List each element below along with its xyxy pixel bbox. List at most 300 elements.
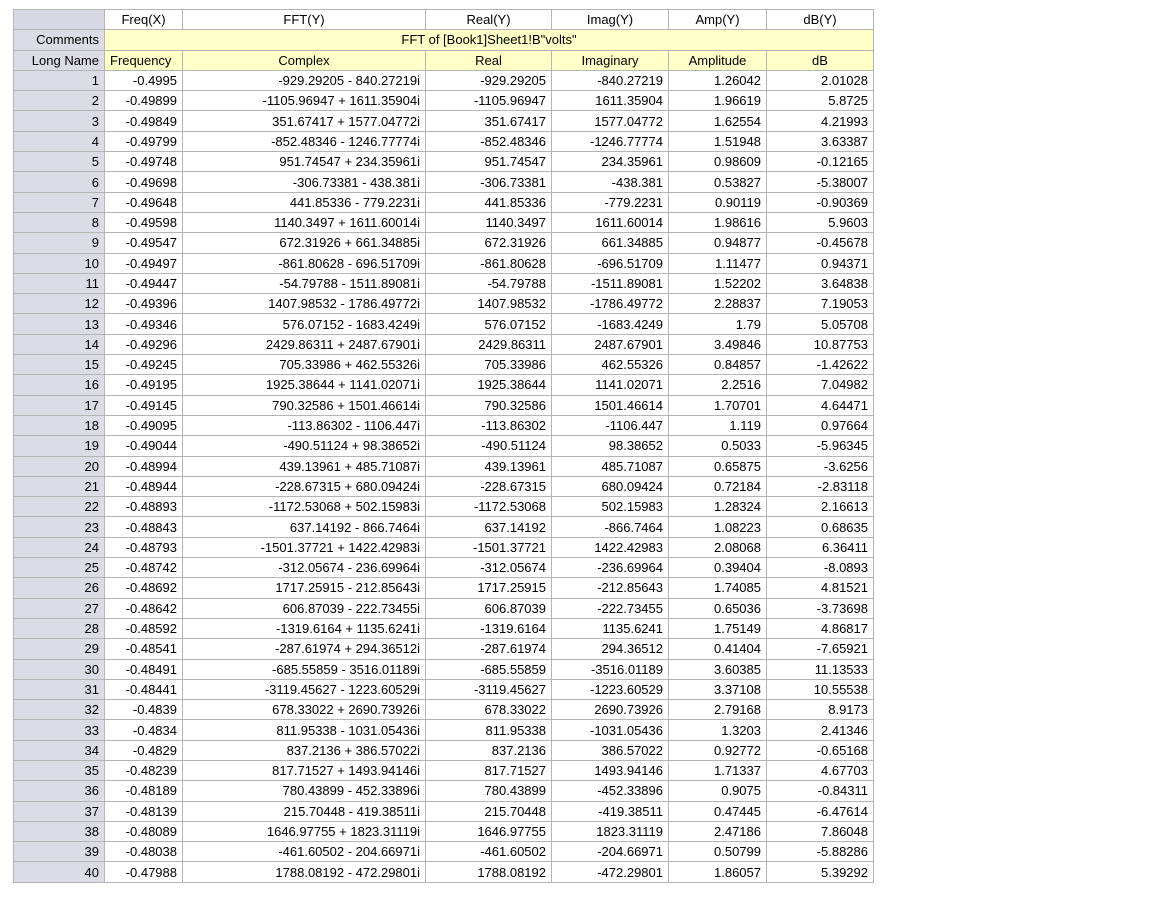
row-number[interactable]: 33 — [14, 720, 105, 740]
fft-cell[interactable]: 1407.98532 - 1786.49772i — [183, 294, 426, 314]
long-name-row-label[interactable]: Long Name — [14, 50, 105, 70]
row-number[interactable]: 37 — [14, 801, 105, 821]
amp-cell[interactable]: 3.60385 — [669, 659, 767, 679]
column-header-imag[interactable]: Imag(Y) — [552, 10, 669, 30]
row-number[interactable]: 38 — [14, 821, 105, 841]
long-name-cell-real[interactable]: Real — [426, 50, 552, 70]
row-number[interactable]: 14 — [14, 334, 105, 354]
fft-cell[interactable]: -1501.37721 + 1422.42983i — [183, 537, 426, 557]
fft-cell[interactable]: -54.79788 - 1511.89081i — [183, 273, 426, 293]
imag-cell[interactable]: 661.34885 — [552, 233, 669, 253]
amp-cell[interactable]: 0.92772 — [669, 740, 767, 760]
db-cell[interactable]: -2.83118 — [767, 476, 874, 496]
imag-cell[interactable]: -1246.77774 — [552, 131, 669, 151]
row-number[interactable]: 4 — [14, 131, 105, 151]
freq-cell[interactable]: -0.48793 — [105, 537, 183, 557]
row-number[interactable]: 31 — [14, 679, 105, 699]
fft-cell[interactable]: 637.14192 - 866.7464i — [183, 517, 426, 537]
row-number[interactable]: 30 — [14, 659, 105, 679]
real-cell[interactable]: 441.85336 — [426, 192, 552, 212]
long-name-cell-amp[interactable]: Amplitude — [669, 50, 767, 70]
imag-cell[interactable]: -696.51709 — [552, 253, 669, 273]
freq-cell[interactable]: -0.49698 — [105, 172, 183, 192]
row-number[interactable]: 23 — [14, 517, 105, 537]
amp-cell[interactable]: 1.08223 — [669, 517, 767, 537]
amp-cell[interactable]: 0.5033 — [669, 436, 767, 456]
freq-cell[interactable]: -0.49245 — [105, 355, 183, 375]
long-name-cell-imag[interactable]: Imaginary — [552, 50, 669, 70]
real-cell[interactable]: 817.71527 — [426, 760, 552, 780]
fft-cell[interactable]: -490.51124 + 98.38652i — [183, 436, 426, 456]
amp-cell[interactable]: 1.74085 — [669, 578, 767, 598]
db-cell[interactable]: -6.47614 — [767, 801, 874, 821]
fft-cell[interactable]: 780.43899 - 452.33896i — [183, 781, 426, 801]
amp-cell[interactable]: 0.84857 — [669, 355, 767, 375]
real-cell[interactable]: 1788.08192 — [426, 862, 552, 882]
real-cell[interactable]: -461.60502 — [426, 842, 552, 862]
db-cell[interactable]: 10.55538 — [767, 679, 874, 699]
freq-cell[interactable]: -0.49497 — [105, 253, 183, 273]
real-cell[interactable]: -228.67315 — [426, 476, 552, 496]
db-cell[interactable]: -7.65921 — [767, 639, 874, 659]
db-cell[interactable]: 7.86048 — [767, 821, 874, 841]
freq-cell[interactable]: -0.49598 — [105, 212, 183, 232]
real-cell[interactable]: 790.32586 — [426, 395, 552, 415]
imag-cell[interactable]: -779.2231 — [552, 192, 669, 212]
db-cell[interactable]: -5.88286 — [767, 842, 874, 862]
freq-cell[interactable]: -0.48038 — [105, 842, 183, 862]
comments-row — [14, 30, 874, 50]
db-cell[interactable]: -8.0893 — [767, 558, 874, 578]
column-header-amp[interactable]: Amp(Y) — [669, 10, 767, 30]
row-number[interactable]: 26 — [14, 578, 105, 598]
amp-cell[interactable]: 0.65036 — [669, 598, 767, 618]
row-number[interactable]: 21 — [14, 476, 105, 496]
freq-cell[interactable]: -0.49799 — [105, 131, 183, 151]
db-cell[interactable]: 2.01028 — [767, 70, 874, 90]
imag-cell[interactable]: 462.55326 — [552, 355, 669, 375]
imag-cell[interactable]: 485.71087 — [552, 456, 669, 476]
freq-cell[interactable]: -0.48239 — [105, 760, 183, 780]
real-cell[interactable]: -312.05674 — [426, 558, 552, 578]
freq-cell[interactable]: -0.48692 — [105, 578, 183, 598]
db-cell[interactable]: -3.6256 — [767, 456, 874, 476]
amp-cell[interactable]: 2.79168 — [669, 700, 767, 720]
freq-cell[interactable]: -0.48893 — [105, 497, 183, 517]
real-cell[interactable]: 606.87039 — [426, 598, 552, 618]
freq-cell[interactable]: -0.49899 — [105, 91, 183, 111]
imag-cell[interactable]: 1493.94146 — [552, 760, 669, 780]
imag-cell[interactable]: -204.66971 — [552, 842, 669, 862]
real-cell[interactable]: 439.13961 — [426, 456, 552, 476]
real-cell[interactable]: -54.79788 — [426, 273, 552, 293]
fft-cell[interactable]: -287.61974 + 294.36512i — [183, 639, 426, 659]
real-cell[interactable]: 637.14192 — [426, 517, 552, 537]
real-cell[interactable]: 811.95338 — [426, 720, 552, 740]
real-cell[interactable]: 705.33986 — [426, 355, 552, 375]
table-row — [14, 700, 874, 720]
table-row — [14, 273, 874, 293]
freq-cell[interactable]: -0.48089 — [105, 821, 183, 841]
imag-cell[interactable]: -419.38511 — [552, 801, 669, 821]
column-header-db[interactable]: dB(Y) — [767, 10, 874, 30]
fft-cell[interactable]: -929.29205 - 840.27219i — [183, 70, 426, 90]
amp-cell[interactable]: 0.90119 — [669, 192, 767, 212]
row-number[interactable]: 34 — [14, 740, 105, 760]
row-number[interactable]: 24 — [14, 537, 105, 557]
freq-cell[interactable]: -0.48189 — [105, 781, 183, 801]
amp-cell[interactable]: 0.39404 — [669, 558, 767, 578]
real-cell[interactable]: 672.31926 — [426, 233, 552, 253]
column-header-real[interactable]: Real(Y) — [426, 10, 552, 30]
fft-cell[interactable]: -3119.45627 - 1223.60529i — [183, 679, 426, 699]
freq-cell[interactable]: -0.48742 — [105, 558, 183, 578]
freq-cell[interactable]: -0.49095 — [105, 415, 183, 435]
freq-cell[interactable]: -0.48491 — [105, 659, 183, 679]
amp-cell[interactable]: 1.28324 — [669, 497, 767, 517]
freq-cell[interactable]: -0.48994 — [105, 456, 183, 476]
real-cell[interactable]: 576.07152 — [426, 314, 552, 334]
db-cell[interactable]: 7.04982 — [767, 375, 874, 395]
row-number[interactable]: 13 — [14, 314, 105, 334]
row-number[interactable]: 10 — [14, 253, 105, 273]
freq-cell[interactable]: -0.48541 — [105, 639, 183, 659]
row-number[interactable]: 20 — [14, 456, 105, 476]
amp-cell[interactable]: 0.98609 — [669, 152, 767, 172]
db-cell[interactable]: 4.81521 — [767, 578, 874, 598]
amp-cell[interactable]: 1.79 — [669, 314, 767, 334]
row-number[interactable]: 28 — [14, 618, 105, 638]
freq-cell[interactable]: -0.48843 — [105, 517, 183, 537]
db-cell[interactable]: 11.13533 — [767, 659, 874, 679]
row-number[interactable]: 11 — [14, 273, 105, 293]
freq-cell[interactable]: -0.49849 — [105, 111, 183, 131]
fft-cell[interactable]: 439.13961 + 485.71087i — [183, 456, 426, 476]
imag-cell[interactable]: -840.27219 — [552, 70, 669, 90]
db-cell[interactable]: -0.84311 — [767, 781, 874, 801]
freq-cell[interactable]: -0.49044 — [105, 436, 183, 456]
imag-cell[interactable]: 1135.6241 — [552, 618, 669, 638]
real-cell[interactable]: -1105.96947 — [426, 91, 552, 111]
amp-cell[interactable]: 0.72184 — [669, 476, 767, 496]
db-cell[interactable]: 0.68635 — [767, 517, 874, 537]
column-header-freq[interactable]: Freq(X) — [105, 10, 183, 30]
fft-cell[interactable]: 951.74547 + 234.35961i — [183, 152, 426, 172]
row-number[interactable]: 8 — [14, 212, 105, 232]
imag-cell[interactable]: 680.09424 — [552, 476, 669, 496]
amp-cell[interactable]: 1.3203 — [669, 720, 767, 740]
db-cell[interactable]: 5.05708 — [767, 314, 874, 334]
amp-cell[interactable]: 2.2516 — [669, 375, 767, 395]
table-row — [14, 233, 874, 253]
real-cell[interactable]: -929.29205 — [426, 70, 552, 90]
freq-cell[interactable]: -0.49145 — [105, 395, 183, 415]
row-number[interactable]: 25 — [14, 558, 105, 578]
freq-cell[interactable]: -0.48592 — [105, 618, 183, 638]
real-cell[interactable]: -113.86302 — [426, 415, 552, 435]
imag-cell[interactable]: -1786.49772 — [552, 294, 669, 314]
imag-cell[interactable]: 1577.04772 — [552, 111, 669, 131]
fft-cell[interactable]: 606.87039 - 222.73455i — [183, 598, 426, 618]
fft-cell[interactable]: 1788.08192 - 472.29801i — [183, 862, 426, 882]
amp-cell[interactable]: 0.65875 — [669, 456, 767, 476]
row-number[interactable]: 15 — [14, 355, 105, 375]
comments-row-label[interactable]: Comments — [14, 30, 105, 50]
db-cell[interactable]: 4.21993 — [767, 111, 874, 131]
db-cell[interactable]: 6.36411 — [767, 537, 874, 557]
db-cell[interactable]: 4.67703 — [767, 760, 874, 780]
row-number[interactable]: 9 — [14, 233, 105, 253]
real-cell[interactable]: 951.74547 — [426, 152, 552, 172]
imag-cell[interactable]: -866.7464 — [552, 517, 669, 537]
amp-cell[interactable]: 0.41404 — [669, 639, 767, 659]
imag-cell[interactable]: -236.69964 — [552, 558, 669, 578]
freq-cell[interactable]: -0.47988 — [105, 862, 183, 882]
real-cell[interactable]: 215.70448 — [426, 801, 552, 821]
fft-cell[interactable]: 2429.86311 + 2487.67901i — [183, 334, 426, 354]
amp-cell[interactable]: 0.53827 — [669, 172, 767, 192]
imag-cell[interactable]: 234.35961 — [552, 152, 669, 172]
fft-cell[interactable]: 817.71527 + 1493.94146i — [183, 760, 426, 780]
real-cell[interactable]: 1717.25915 — [426, 578, 552, 598]
real-cell[interactable]: 1646.97755 — [426, 821, 552, 841]
db-cell[interactable]: 0.94371 — [767, 253, 874, 273]
fft-cell[interactable]: -113.86302 - 1106.447i — [183, 415, 426, 435]
imag-cell[interactable]: 1141.02071 — [552, 375, 669, 395]
db-cell[interactable]: 5.8725 — [767, 91, 874, 111]
freq-cell[interactable]: -0.49346 — [105, 314, 183, 334]
real-cell[interactable]: 678.33022 — [426, 700, 552, 720]
real-cell[interactable]: -490.51124 — [426, 436, 552, 456]
amp-cell[interactable]: 3.49846 — [669, 334, 767, 354]
db-cell[interactable]: 2.41346 — [767, 720, 874, 740]
row-number[interactable]: 18 — [14, 415, 105, 435]
imag-cell[interactable]: 2487.67901 — [552, 334, 669, 354]
fft-cell[interactable]: 1925.38644 + 1141.02071i — [183, 375, 426, 395]
amp-cell[interactable]: 0.94877 — [669, 233, 767, 253]
corner-cell[interactable] — [14, 10, 105, 30]
real-cell[interactable]: 1140.3497 — [426, 212, 552, 232]
row-number[interactable]: 27 — [14, 598, 105, 618]
row-number[interactable]: 22 — [14, 497, 105, 517]
real-cell[interactable]: 780.43899 — [426, 781, 552, 801]
fft-cell[interactable]: 705.33986 + 462.55326i — [183, 355, 426, 375]
amp-cell[interactable]: 2.08068 — [669, 537, 767, 557]
real-cell[interactable]: 1925.38644 — [426, 375, 552, 395]
amp-cell[interactable]: 2.28837 — [669, 294, 767, 314]
amp-cell[interactable]: 3.37108 — [669, 679, 767, 699]
imag-cell[interactable]: 2690.73926 — [552, 700, 669, 720]
freq-cell[interactable]: -0.49447 — [105, 273, 183, 293]
freq-cell[interactable]: -0.48944 — [105, 476, 183, 496]
db-cell[interactable]: -0.45678 — [767, 233, 874, 253]
db-cell[interactable]: 4.64471 — [767, 395, 874, 415]
amp-cell[interactable]: 2.47186 — [669, 821, 767, 841]
row-number[interactable]: 12 — [14, 294, 105, 314]
imag-cell[interactable]: 294.36512 — [552, 639, 669, 659]
amp-cell[interactable]: 0.50799 — [669, 842, 767, 862]
freq-cell[interactable]: -0.49195 — [105, 375, 183, 395]
imag-cell[interactable]: -1106.447 — [552, 415, 669, 435]
real-cell[interactable]: -306.73381 — [426, 172, 552, 192]
real-cell[interactable]: -852.48346 — [426, 131, 552, 151]
imag-cell[interactable]: -1223.60529 — [552, 679, 669, 699]
fft-cell[interactable]: -1105.96947 + 1611.35904i — [183, 91, 426, 111]
freq-cell[interactable]: -0.49648 — [105, 192, 183, 212]
fft-cell[interactable]: 215.70448 - 419.38511i — [183, 801, 426, 821]
comments-cell[interactable]: FFT of [Book1]Sheet1!B"volts" — [105, 30, 874, 50]
db-cell[interactable]: 8.9173 — [767, 700, 874, 720]
freq-cell[interactable]: -0.4834 — [105, 720, 183, 740]
real-cell[interactable]: -861.80628 — [426, 253, 552, 273]
row-number[interactable]: 32 — [14, 700, 105, 720]
row-number[interactable]: 35 — [14, 760, 105, 780]
amp-cell[interactable]: 1.119 — [669, 415, 767, 435]
freq-cell[interactable]: -0.49547 — [105, 233, 183, 253]
imag-cell[interactable]: -438.381 — [552, 172, 669, 192]
fft-cell[interactable]: -1172.53068 + 502.15983i — [183, 497, 426, 517]
db-cell[interactable]: 2.16613 — [767, 497, 874, 517]
row-number[interactable]: 40 — [14, 862, 105, 882]
amp-cell[interactable]: 1.51948 — [669, 131, 767, 151]
imag-cell[interactable]: 1823.31119 — [552, 821, 669, 841]
freq-cell[interactable]: -0.4829 — [105, 740, 183, 760]
imag-cell[interactable]: 502.15983 — [552, 497, 669, 517]
fft-cell[interactable]: 790.32586 + 1501.46614i — [183, 395, 426, 415]
column-header-fft[interactable]: FFT(Y) — [183, 10, 426, 30]
fft-cell[interactable]: 351.67417 + 1577.04772i — [183, 111, 426, 131]
imag-cell[interactable]: 386.57022 — [552, 740, 669, 760]
fft-cell[interactable]: -228.67315 + 680.09424i — [183, 476, 426, 496]
fft-cell[interactable]: -852.48346 - 1246.77774i — [183, 131, 426, 151]
imag-cell[interactable]: -1031.05436 — [552, 720, 669, 740]
freq-cell[interactable]: -0.49296 — [105, 334, 183, 354]
amp-cell[interactable]: 1.86057 — [669, 862, 767, 882]
imag-cell[interactable]: 1611.35904 — [552, 91, 669, 111]
db-cell[interactable]: 10.87753 — [767, 334, 874, 354]
imag-cell[interactable]: -472.29801 — [552, 862, 669, 882]
row-number[interactable]: 19 — [14, 436, 105, 456]
db-cell[interactable]: 5.39292 — [767, 862, 874, 882]
freq-cell[interactable]: -0.48642 — [105, 598, 183, 618]
real-cell[interactable]: -1319.6164 — [426, 618, 552, 638]
amp-cell[interactable]: 1.11477 — [669, 253, 767, 273]
amp-cell[interactable]: 1.70701 — [669, 395, 767, 415]
real-cell[interactable]: -3119.45627 — [426, 679, 552, 699]
amp-cell[interactable]: 1.52202 — [669, 273, 767, 293]
freq-cell[interactable]: -0.4839 — [105, 700, 183, 720]
imag-cell[interactable]: -1511.89081 — [552, 273, 669, 293]
long-name-cell-freq[interactable]: Frequency — [105, 50, 183, 70]
freq-cell[interactable]: -0.48139 — [105, 801, 183, 821]
real-cell[interactable]: -685.55859 — [426, 659, 552, 679]
real-cell[interactable]: 351.67417 — [426, 111, 552, 131]
row-number[interactable]: 17 — [14, 395, 105, 415]
amp-cell[interactable]: 1.26042 — [669, 70, 767, 90]
db-cell[interactable]: -0.65168 — [767, 740, 874, 760]
fft-cell[interactable]: 678.33022 + 2690.73926i — [183, 700, 426, 720]
fft-cell[interactable]: -461.60502 - 204.66971i — [183, 842, 426, 862]
imag-cell[interactable]: -3516.01189 — [552, 659, 669, 679]
db-cell[interactable]: -0.90369 — [767, 192, 874, 212]
db-cell[interactable]: -5.96345 — [767, 436, 874, 456]
amp-cell[interactable]: 0.47445 — [669, 801, 767, 821]
amp-cell[interactable]: 0.9075 — [669, 781, 767, 801]
amp-cell[interactable]: 1.62554 — [669, 111, 767, 131]
db-cell[interactable]: 3.63387 — [767, 131, 874, 151]
db-cell[interactable]: 3.64838 — [767, 273, 874, 293]
db-cell[interactable]: 4.86817 — [767, 618, 874, 638]
fft-cell[interactable]: 672.31926 + 661.34885i — [183, 233, 426, 253]
amp-cell[interactable]: 1.98616 — [669, 212, 767, 232]
fft-cell[interactable]: -306.73381 - 438.381i — [183, 172, 426, 192]
row-number[interactable]: 3 — [14, 111, 105, 131]
fft-cell[interactable]: -312.05674 - 236.69964i — [183, 558, 426, 578]
real-cell[interactable]: -287.61974 — [426, 639, 552, 659]
amp-cell[interactable]: 1.71337 — [669, 760, 767, 780]
row-number[interactable]: 6 — [14, 172, 105, 192]
row-number[interactable]: 39 — [14, 842, 105, 862]
db-cell[interactable]: -3.73698 — [767, 598, 874, 618]
real-cell[interactable]: 837.2136 — [426, 740, 552, 760]
imag-cell[interactable]: -222.73455 — [552, 598, 669, 618]
fft-cell[interactable]: 441.85336 - 779.2231i — [183, 192, 426, 212]
freq-cell[interactable]: -0.48441 — [105, 679, 183, 699]
imag-cell[interactable]: 1611.60014 — [552, 212, 669, 232]
freq-cell[interactable]: -0.49396 — [105, 294, 183, 314]
row-number[interactable]: 29 — [14, 639, 105, 659]
row-number[interactable]: 1 — [14, 70, 105, 90]
db-cell[interactable]: 5.9603 — [767, 212, 874, 232]
row-number[interactable]: 7 — [14, 192, 105, 212]
fft-cell[interactable]: 837.2136 + 386.57022i — [183, 740, 426, 760]
freq-cell[interactable]: -0.49748 — [105, 152, 183, 172]
fft-cell[interactable]: 576.07152 - 1683.4249i — [183, 314, 426, 334]
long-name-cell-fft[interactable]: Complex — [183, 50, 426, 70]
fft-cell[interactable]: 1140.3497 + 1611.60014i — [183, 212, 426, 232]
row-number[interactable]: 36 — [14, 781, 105, 801]
fft-cell[interactable]: -1319.6164 + 1135.6241i — [183, 618, 426, 638]
fft-cell[interactable]: -685.55859 - 3516.01189i — [183, 659, 426, 679]
fft-cell[interactable]: 1717.25915 - 212.85643i — [183, 578, 426, 598]
long-name-cell-db[interactable]: dB — [767, 50, 874, 70]
freq-cell[interactable]: -0.4995 — [105, 70, 183, 90]
imag-cell[interactable]: 1501.46614 — [552, 395, 669, 415]
db-cell[interactable]: 7.19053 — [767, 294, 874, 314]
imag-cell[interactable]: 1422.42983 — [552, 537, 669, 557]
fft-cell[interactable]: 811.95338 - 1031.05436i — [183, 720, 426, 740]
real-cell[interactable]: 1407.98532 — [426, 294, 552, 314]
real-cell[interactable]: -1501.37721 — [426, 537, 552, 557]
db-cell[interactable]: -0.12165 — [767, 152, 874, 172]
db-cell[interactable]: -1.42622 — [767, 355, 874, 375]
real-cell[interactable]: -1172.53068 — [426, 497, 552, 517]
db-cell[interactable]: -5.38007 — [767, 172, 874, 192]
fft-cell[interactable]: -861.80628 - 696.51709i — [183, 253, 426, 273]
real-cell[interactable]: 2429.86311 — [426, 334, 552, 354]
imag-cell[interactable]: -1683.4249 — [552, 314, 669, 334]
imag-cell[interactable]: 98.38652 — [552, 436, 669, 456]
imag-cell[interactable]: -212.85643 — [552, 578, 669, 598]
fft-cell[interactable]: 1646.97755 + 1823.31119i — [183, 821, 426, 841]
amp-cell[interactable]: 1.96619 — [669, 91, 767, 111]
row-number[interactable]: 2 — [14, 91, 105, 111]
row-number[interactable]: 16 — [14, 375, 105, 395]
row-number[interactable]: 5 — [14, 152, 105, 172]
db-cell[interactable]: 0.97664 — [767, 415, 874, 435]
amp-cell[interactable]: 1.75149 — [669, 618, 767, 638]
imag-cell[interactable]: -452.33896 — [552, 781, 669, 801]
